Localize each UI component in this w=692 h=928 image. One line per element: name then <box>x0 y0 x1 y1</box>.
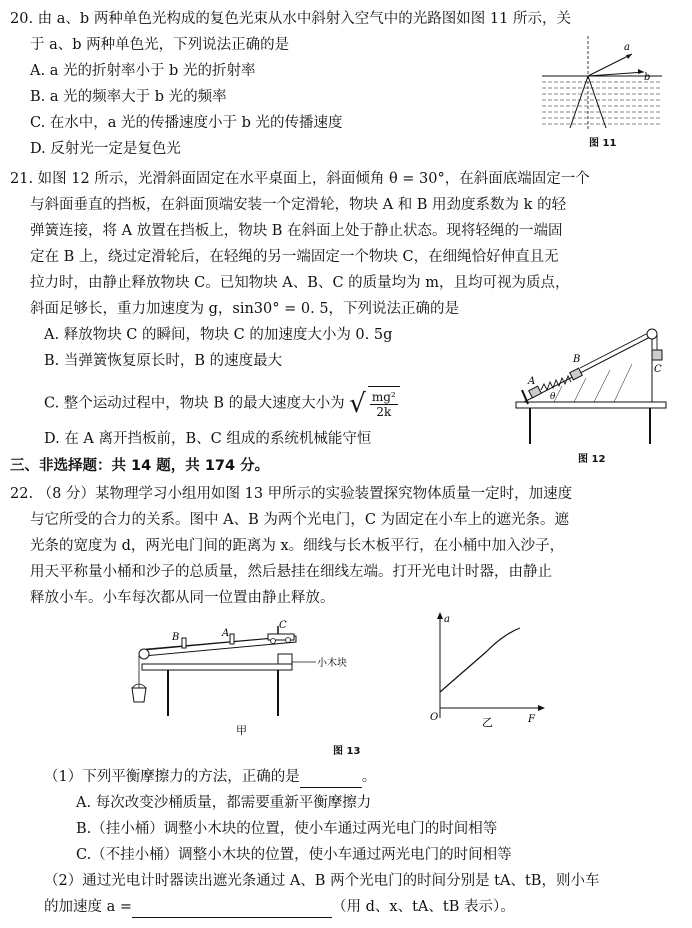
figure-12 <box>514 318 674 448</box>
sqrt-body <box>368 386 400 421</box>
q20-option-d: D. 反射光一定是复色光 <box>30 141 181 157</box>
q21-option-c <box>44 386 400 421</box>
q21-c-numerator: mg² <box>371 389 396 404</box>
fig13-label-jia: 甲 <box>236 724 247 737</box>
q21-line2: 与斜面垂直的挡板，在斜面顶端安装一个定滑轮，物块 A 和 B 用劲度系数为 k 的轻 <box>30 197 567 213</box>
q21-line6: 斜面足够长，重力加速度为 g，sin30° = 0. 5，下列说法正确的是 <box>30 301 460 317</box>
fig13-axis-a: a <box>444 614 450 625</box>
fig13-label-c: C <box>279 620 287 631</box>
figure-11-caption: 图 11 <box>589 138 617 149</box>
q22-line2: 与它所受的合力的关系。图中 A、B 为两个光电门，C 为固定在小车上的遮光条。遮 <box>30 512 570 528</box>
figure-11 <box>540 36 665 146</box>
q21-option-c-text: C. 整个运动过程中，物块 B 的最大速度大小为 <box>44 395 345 412</box>
q22-part2-line1: （2）通过光电计时器读出遮光条通过 A、B 两个光电门的时间分别是 tA、tB，则小车 <box>44 873 600 889</box>
fig13-label-yi: 乙 <box>482 716 493 729</box>
q20-option-a: A. a 光的折射率小于 b 光的折射率 <box>30 63 256 79</box>
q21-line3: 弹簧连接，将 A 放置在挡板上，物块 B 在斜面上处于静止状态。现将轻绳的一端固 <box>30 223 563 239</box>
q22-part2-line2 <box>44 896 515 918</box>
q22-line3: 光条的宽度为 d，两光电门间的距离为 x。细线与长木板平行，在小桶中加入沙子， <box>30 538 565 554</box>
q20-option-b: B. a 光的频率大于 b 光的频率 <box>30 89 227 105</box>
q20-option-c: C. 在水中，a 光的传播速度小于 b 光的传播速度 <box>30 115 343 131</box>
q22-part2-end: （用 d、x、tA、tB 表示）。 <box>332 899 515 915</box>
figure-13-yi <box>424 608 554 732</box>
q22-part1-text: （1）下列平衡摩擦力的方法，正确的是 <box>44 769 300 785</box>
q21-option-a: A. 释放物块 C 的瞬间，物块 C 的加速度大小为 0. 5g <box>44 327 393 343</box>
q22-part1-option-b: B.（挂小桶）调整小木块的位置，使小车通过两光电门的时间相等 <box>76 821 498 837</box>
section-3-heading: 三、非选择题：共 14 题，共 174 分。 <box>10 458 270 474</box>
fig11-label-b: b <box>644 72 651 83</box>
q22-part1 <box>44 766 376 788</box>
q22-part1-blank[interactable] <box>300 769 362 788</box>
fig12-label-theta: θ <box>550 392 556 402</box>
q20-line2: 于 a、b 两种单色光，下列说法正确的是 <box>30 37 290 53</box>
figure-13-caption: 图 13 <box>333 746 361 757</box>
q22-part2-text: 的加速度 a = <box>44 899 133 915</box>
q22-line1: 22. （8 分）某物理学习小组用如图 13 甲所示的实验装置探究物体质量一定时，加速度 <box>10 486 573 502</box>
fig13-axis-origin: O <box>430 712 439 723</box>
fig11-label-a: a <box>624 42 630 53</box>
q21-line1: 21. 如图 12 所示，光滑斜面固定在水平桌面上，斜面倾角 θ = 30°，在斜面底端固定一个 <box>10 171 590 187</box>
fig13-axis-f: F <box>528 714 535 725</box>
q22-line4: 用天平称量小桶和沙子的总质量，然后悬挂在细线左端。打开光电计时器，由静止 <box>30 564 552 580</box>
figure-12-caption: 图 12 <box>578 454 606 465</box>
fig13-label-b: B <box>172 632 180 643</box>
q21-line5: 拉力时，由静止释放物块 C。已知物块 A、B、C 的质量均为 m，且均可视为质点， <box>30 275 570 291</box>
q22-line5: 释放小车。小车每次都从同一位置由静止释放。 <box>30 590 335 606</box>
fig12-label-a: A <box>528 376 536 387</box>
q21-c-denominator: 2k <box>376 404 392 419</box>
q22-part1-option-c: C.（不挂小桶）调整小木块的位置，使小车通过两光电门的时间相等 <box>76 847 512 863</box>
figure-13-jia <box>128 616 358 740</box>
fig12-label-c: C <box>654 364 662 375</box>
q22-part2-blank[interactable] <box>132 899 332 918</box>
q22-part1-option-a: A. 每次改变沙桶质量，都需要重新平衡摩擦力 <box>76 795 372 811</box>
fig13-label-block: 小木块 <box>317 658 347 669</box>
q20-line1: 20. 由 a、b 两种单色光构成的复色光束从水中斜射入空气中的光路图如图 11 所示，关 <box>10 11 571 27</box>
sqrt-sign: √ <box>349 388 366 419</box>
q21-option-b: B. 当弹簧恢复原长时，B 的速度最大 <box>44 353 283 369</box>
q22-part1-end: 。 <box>361 769 377 785</box>
q21-option-d: D. 在 A 离开挡板前，B、C 组成的系统机械能守恒 <box>44 431 372 447</box>
q21-line4: 定在 B 上，绕过定滑轮后，在轻绳的另一端固定一个物块 C，在细绳恰好伸直且无 <box>30 249 559 265</box>
fig13-label-a: A <box>222 628 230 639</box>
fig12-label-b: B <box>573 354 581 365</box>
